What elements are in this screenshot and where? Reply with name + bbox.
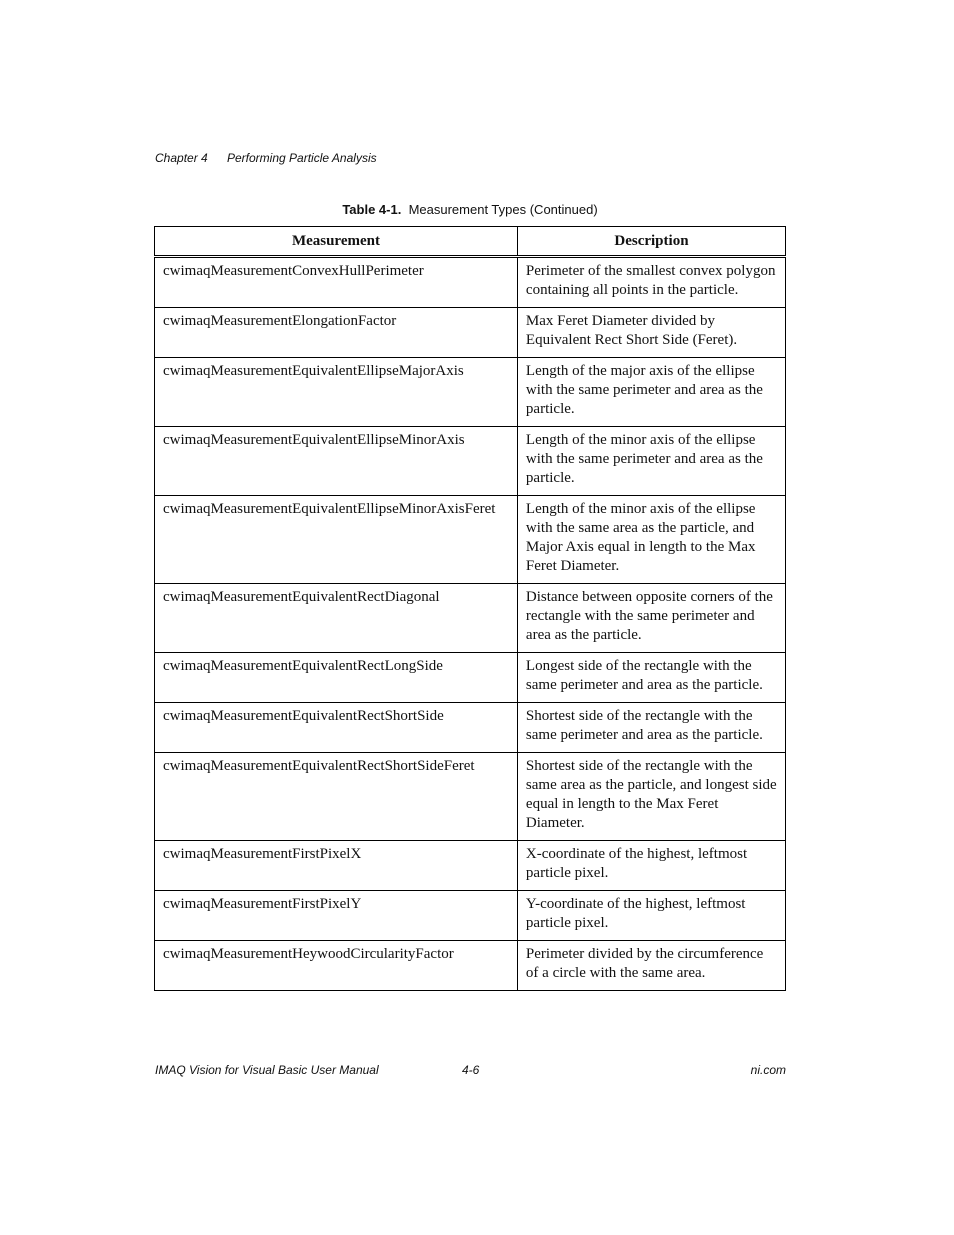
- footer-site-link[interactable]: ni.com: [750, 1063, 786, 1077]
- footer-page-number: 4-6: [462, 1063, 480, 1077]
- footer-manual-title: IMAQ Vision for Visual Basic User Manual: [155, 1063, 379, 1077]
- measurement-cell: cwimaqMeasurementFirstPixelX: [155, 841, 518, 891]
- running-header: [155, 151, 377, 165]
- measurement-cell: cwimaqMeasurementEquivalentEllipseMajorAxis: [155, 358, 518, 427]
- table-row: [155, 308, 786, 358]
- table-row: [155, 891, 786, 941]
- description-cell: Shortest side of the rectangle with the same area as the particle, and longest side equal in length to the Max Feret Diameter.: [517, 753, 785, 841]
- measurement-types-table: [154, 226, 786, 991]
- table-row: [155, 941, 786, 991]
- table-caption-text: Measurement Types (Continued): [408, 202, 598, 217]
- measurement-cell: cwimaqMeasurementEquivalentRectShortSideFeret: [155, 753, 518, 841]
- chapter-title: Performing Particle Analysis: [227, 151, 377, 165]
- table-caption-label: Table 4-1.: [342, 202, 402, 217]
- table-row: [155, 703, 786, 753]
- description-cell: Distance between opposite corners of the rectangle with the same perimeter and area as the particle.: [517, 584, 785, 653]
- table-row: [155, 653, 786, 703]
- measurement-cell: cwimaqMeasurementConvexHullPerimeter: [155, 257, 518, 308]
- measurement-cell: cwimaqMeasurementHeywoodCircularityFactor: [155, 941, 518, 991]
- measurement-cell: cwimaqMeasurementEquivalentRectDiagonal: [155, 584, 518, 653]
- table-caption: [154, 202, 786, 217]
- description-cell: Longest side of the rectangle with the same perimeter and area as the particle.: [517, 653, 785, 703]
- table-row: [155, 257, 786, 308]
- column-header-measurement: Measurement: [155, 227, 518, 257]
- description-cell: Length of the major axis of the ellipse with the same perimeter and area as the particle.: [517, 358, 785, 427]
- measurement-cell: cwimaqMeasurementEquivalentEllipseMinorAxisFeret: [155, 496, 518, 584]
- description-cell: Length of the minor axis of the ellipse with the same area as the particle, and Major Axis equal in length to the Max Feret Diameter.: [517, 496, 785, 584]
- measurement-cell: cwimaqMeasurementElongationFactor: [155, 308, 518, 358]
- table-row: [155, 358, 786, 427]
- measurement-cell: cwimaqMeasurementEquivalentRectShortSide: [155, 703, 518, 753]
- table-header-row: [155, 227, 786, 257]
- description-cell: Shortest side of the rectangle with the same perimeter and area as the particle.: [517, 703, 785, 753]
- table-row: [155, 427, 786, 496]
- description-cell: Perimeter divided by the circumference of a circle with the same area.: [517, 941, 785, 991]
- description-cell: Y-coordinate of the highest, leftmost particle pixel.: [517, 891, 785, 941]
- table-row: [155, 753, 786, 841]
- description-cell: Perimeter of the smallest convex polygon containing all points in the particle.: [517, 257, 785, 308]
- column-header-description: Description: [517, 227, 785, 257]
- measurement-cell: cwimaqMeasurementEquivalentEllipseMinorAxis: [155, 427, 518, 496]
- description-cell: Max Feret Diameter divided by Equivalent Rect Short Side (Feret).: [517, 308, 785, 358]
- table-row: [155, 584, 786, 653]
- description-cell: X-coordinate of the highest, leftmost particle pixel.: [517, 841, 785, 891]
- table-row: [155, 841, 786, 891]
- description-cell: Length of the minor axis of the ellipse with the same perimeter and area as the particle.: [517, 427, 785, 496]
- measurement-cell: cwimaqMeasurementFirstPixelY: [155, 891, 518, 941]
- measurement-cell: cwimaqMeasurementEquivalentRectLongSide: [155, 653, 518, 703]
- chapter-label: Chapter 4: [155, 151, 208, 165]
- table-row: [155, 496, 786, 584]
